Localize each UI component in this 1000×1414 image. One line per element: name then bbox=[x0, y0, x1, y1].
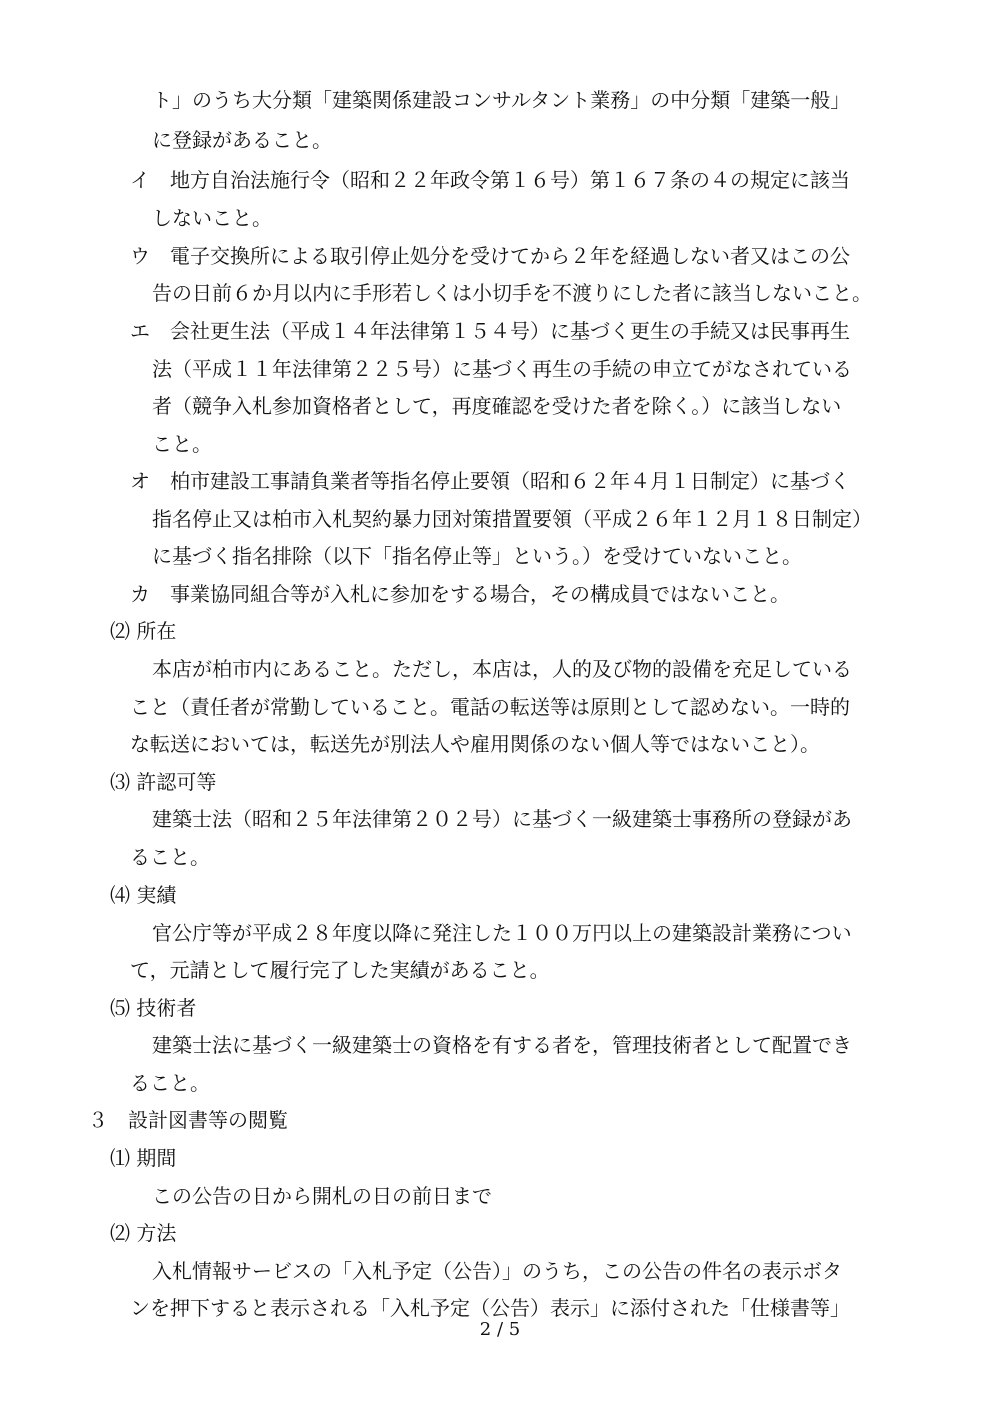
text-line: に登録があること。 bbox=[152, 128, 332, 152]
text-line: に基づく指名排除（以下「指名停止等」という。）を受けていないこと。 bbox=[152, 544, 802, 568]
text-line: こと（責任者が常勤していること。電話の転送等は原則として認めない。一時的 bbox=[130, 695, 850, 719]
text-line: ト」のうち大分類「建築関係建設コンサルタント業務」の中分類「建築一般」 bbox=[152, 88, 851, 112]
text-line: 本店が柏市内にあること。ただし，本店は，人的及び物的設備を充足している bbox=[152, 657, 852, 681]
text-line: 入札情報サービスの「入札予定（公告）」のうち，この公告の件名の表示ボタ bbox=[152, 1259, 842, 1283]
chapter-heading: ３ 設計図書等の閲覧 bbox=[88, 1108, 288, 1132]
text-line: イ 地方自治法施行令（昭和２２年政令第１６号）第１６７条の４の規定に該当 bbox=[130, 168, 850, 192]
text-line: 告の日前６か月以内に手形若しくは小切手を不渡りにした者に該当しないこと。 bbox=[152, 281, 872, 305]
text-line: オ 柏市建設工事請負業者等指名停止要領（昭和６２年４月１日制定）に基づく bbox=[130, 469, 850, 493]
text-line: カ 事業協同組合等が入札に参加をする場合，その構成員ではないこと。 bbox=[130, 582, 790, 606]
text-line: 指名停止又は柏市入札契約暴力団対策措置要領（平成２６年１２月１８日制定） bbox=[152, 507, 872, 531]
text-line: ウ 電子交換所による取引停止処分を受けてから２年を経過しない者又はこの公 bbox=[130, 244, 850, 268]
text-line: しないこと。 bbox=[152, 206, 272, 230]
text-line: な転送においては，転送先が別法人や雇用関係のない個人等ではないこと）。 bbox=[130, 732, 820, 756]
text-line: この公告の日から開札の日の前日まで bbox=[152, 1184, 492, 1208]
section-heading: ⑴ 期間 bbox=[110, 1146, 177, 1170]
text-line: 者（競争入札参加資格者として，再度確認を受けた者を除く。）に該当しない bbox=[152, 394, 842, 418]
section-heading: ⑵ 所在 bbox=[110, 619, 177, 643]
section-heading: ⑷ 実績 bbox=[110, 883, 177, 907]
text-line: 官公庁等が平成２８年度以降に発注した１００万円以上の建築設計業務につい bbox=[152, 921, 852, 945]
text-line: 建築士法（昭和２５年法律第２０２号）に基づく一級建築士事務所の登録があ bbox=[152, 807, 852, 831]
text-line: エ 会社更生法（平成１４年法律第１５４号）に基づく更生の手続又は民事再生 bbox=[130, 319, 850, 343]
section-heading: ⑵ 方法 bbox=[110, 1221, 177, 1245]
text-line: 建築士法に基づく一級建築士の資格を有する者を，管理技術者として配置でき bbox=[152, 1033, 852, 1057]
text-line: ること。 bbox=[130, 845, 210, 869]
section-heading: ⑶ 許認可等 bbox=[110, 770, 217, 794]
text-line: て，元請として履行完了した実績があること。 bbox=[130, 958, 550, 982]
text-line: ること。 bbox=[130, 1071, 210, 1095]
text-line: 法（平成１１年法律第２２５号）に基づく再生の手続の申立てがなされている bbox=[152, 357, 852, 381]
page-number: 2 / 5 bbox=[479, 1319, 521, 1340]
section-heading: ⑸ 技術者 bbox=[110, 996, 197, 1020]
text-line: こと。 bbox=[152, 432, 212, 456]
text-line: ンを押下すると表示される「入札予定（公告）表示」に添付された「仕様書等」 bbox=[130, 1296, 850, 1320]
